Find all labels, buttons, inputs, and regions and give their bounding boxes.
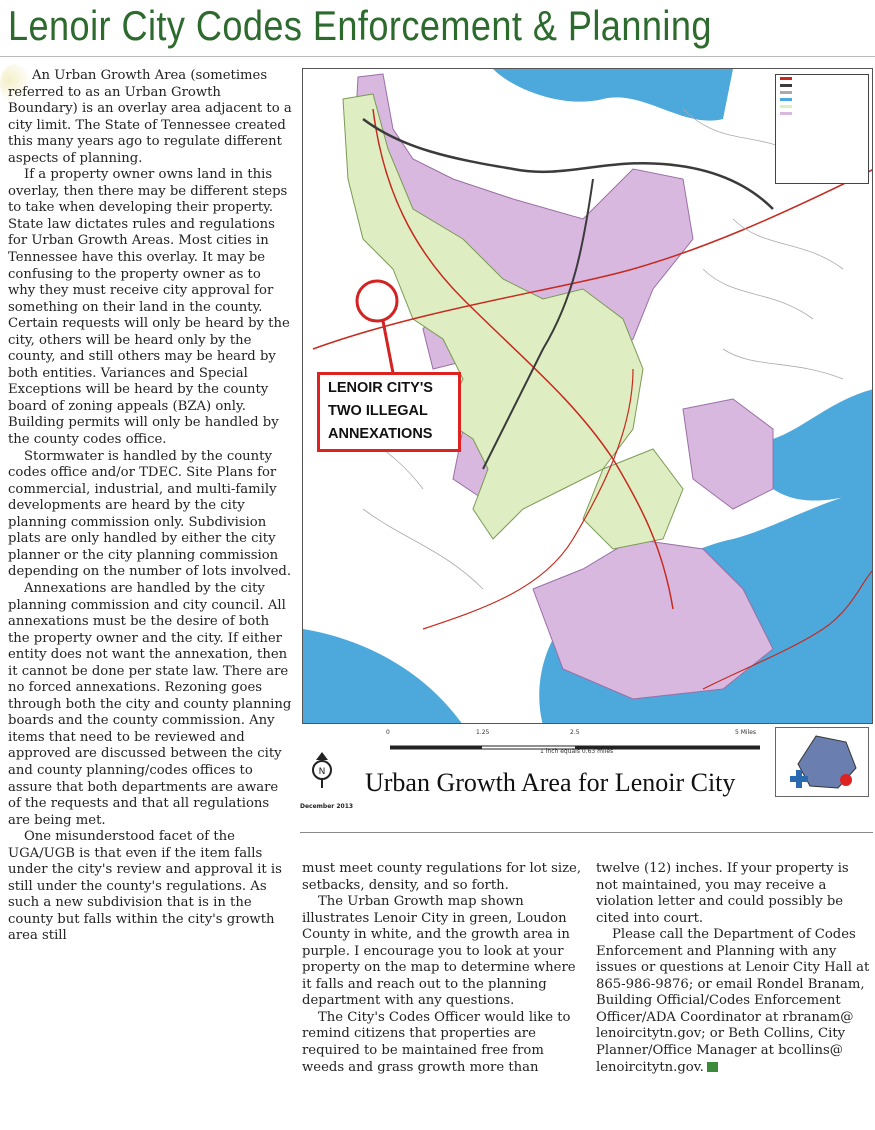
legend-row (776, 89, 868, 96)
annexation-callout (317, 372, 461, 452)
map-date: December 2013 (300, 803, 354, 810)
legend-row (776, 75, 868, 82)
headline-rule (0, 56, 875, 57)
paragraph: An Urban Growth Area (sometimes referred to as an Urban Growth Boundary) is an overlay area adjacent to a city limit. The State of Tennessee created this many years ago to regulate different aspects of planning. (8, 68, 292, 166)
map-legend (775, 74, 869, 184)
paragraph: If a property owner owns land in this overlay, then there may be different steps to take when developing their property. State law dictates rules and regulations for Urban Growth Areas. Most cities in Tennessee have this overlay. It may be confusing to the property owner as to why they must receive city approval for something on their land in the county. Certain requests will only be heard by the city, others will be heard only by the county, and still others may be heard by both entities. Variances and Special Exceptions will be heard by the county board of zoning appeals (BZA) only. Building permits will only be handled by the county codes office. (8, 167, 290, 448)
end-mark-icon (707, 1062, 718, 1072)
scale-tick-label: 2.5 (570, 729, 580, 736)
legend-row (776, 110, 868, 117)
legend-row (776, 82, 868, 89)
svg-text:N: N (318, 767, 326, 777)
paragraph (596, 927, 871, 1076)
scale-tick-label: 1.25 (476, 729, 490, 736)
scale-bar (390, 737, 760, 745)
paragraph: One misunderstood facet of the UGA/UGB is that even if the item falls under the city's review and approval it is still under the county's regulations. As such a new subdivision that is in the county but falls within the city's growth area still (8, 829, 282, 944)
legend-row (776, 96, 868, 103)
contact-paragraph-text: Please call the Department of Codes Enforcement and Planning with any issues or questions at Lenoir City Hall at 865-986-9876; or email Rondel Branam, Building Official/Codes Enforcement Officer/ADA Coordinator at rbranam@ lenoircitytn.gov; or Beth Collins, City Planner/Office Manager at bcollins@ lenoircitytn.gov. (596, 927, 870, 1075)
section-divider (300, 832, 873, 833)
scale-caption: 1 inch equals 0.63 miles (540, 748, 614, 755)
scale-tick-label: 0 (386, 729, 390, 736)
callout-line: ANNEXATIONS (328, 426, 433, 442)
paragraph: Annexations are handled by the city planning commission and city council. All annexations must be the desire of both the property owner and the city. If either entity does not want the annexation, then it cannot be done per state law. There are no forced annexations. Rezoning goes through both the city and county planning boards and the county commission. Any items that need to be reviewed and approved are discussed between the city and county planning/codes offices to assure that both departments are aware of the requests and that all regulations are being met. (8, 580, 292, 828)
paragraph: The City's Codes Officer would like to remind citizens that properties are required to be maintained free from weeds and grass growth more than (302, 1009, 571, 1075)
scale-tick-label: 5 Miles (735, 729, 757, 736)
paragraph: must meet county regulations for lot size, setbacks, density, and so forth. (302, 861, 582, 893)
legend-row (776, 103, 868, 110)
callout-line: TWO ILLEGAL (328, 403, 428, 419)
paragraph: Stormwater is handled by the county codes office and/or TDEC. Site Plans for commercial, industrial, and multi-family developments are heard by the city planning commission only. Subdivision plats are only handled by either the city planner or the city planning commission depending on the number of lots involved. (8, 448, 292, 580)
article-column-3 (596, 861, 871, 1076)
north-arrow-icon (308, 750, 336, 790)
callout-line: LENOIR CITY'S (328, 380, 433, 396)
map-title: Urban Growth Area for Lenoir City (365, 768, 736, 797)
article-column-1 (8, 68, 292, 945)
paragraph: The Urban Growth map shown illustrates Lenoir City in green, Loudon County in white, and the growth area in purple. I encourage you to look at your property on the map to determine where it falls and reach out to the planning department with any questions. (302, 894, 576, 1009)
county-seal-icon (775, 727, 869, 797)
page-headline: Lenoir City Codes Enforcement & Planning (8, 2, 712, 49)
article-column-2 (302, 861, 586, 1076)
paragraph: twelve (12) inches. If your property is not maintained, you may receive a violation letter and could possibly be cited into court. (596, 861, 849, 926)
